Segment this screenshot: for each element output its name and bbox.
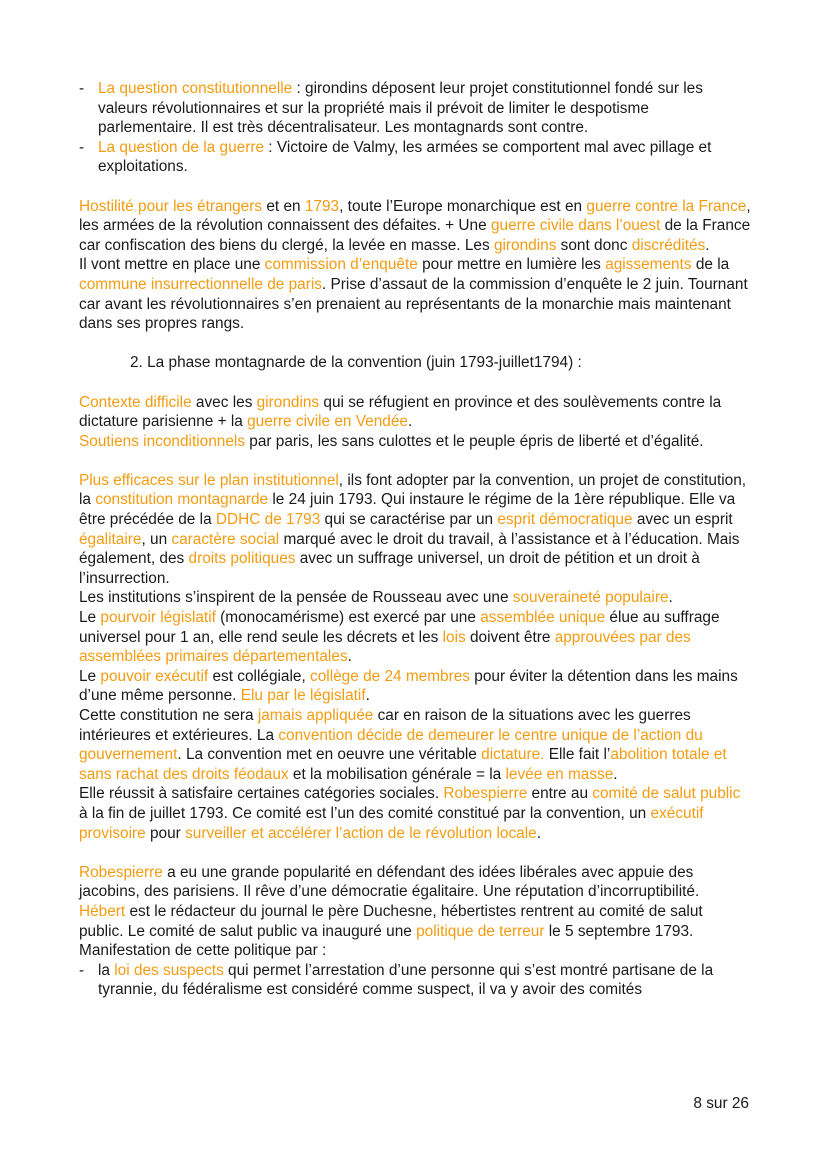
text-run: . La convention met en oeuvre une véritable — [177, 746, 482, 764]
text-run: le 5 septembre 1793. Manifestation de cette politique par : — [79, 922, 694, 960]
highlighted-text: levée en masse — [505, 765, 614, 783]
text-run: qui se caractérise par un — [320, 511, 498, 529]
text-run: sont donc — [556, 236, 632, 254]
highlighted-text: Hostilité pour les étrangers — [79, 197, 263, 215]
text-run: la — [98, 961, 115, 979]
text-run: (monocamérisme) est exercé par une — [215, 609, 481, 627]
text-run: de la France car confiscation des biens du clergé, la levée en masse. Les — [79, 217, 751, 254]
highlighted-text: comité de salut public — [592, 785, 741, 803]
paragraph-gap — [79, 451, 751, 471]
paragraph-gap — [79, 177, 751, 197]
text-run: a eu une grande popularité en défendant des idées libérales avec appuie des jacobins, des parisiens. Il rêve d’une démocratie égalitaire. Une réputation d’incorruptibilité. — [79, 863, 700, 901]
highlighted-text: Soutiens inconditionnels — [79, 432, 245, 450]
paragraph-gap — [79, 373, 751, 393]
text-run: Elle fait l’ — [544, 746, 611, 764]
paragraph — [79, 255, 751, 333]
paragraph — [79, 706, 751, 784]
highlighted-text: discrédités — [631, 236, 706, 254]
highlighted-text: caractère social — [171, 530, 280, 548]
text-run: par paris, les sans culottes et le peuple épris de liberté et d’égalité. — [245, 432, 704, 450]
text-run: et la mobilisation générale = la — [288, 765, 506, 783]
highlighted-text: pourvoir législatif — [100, 609, 216, 627]
highlighted-text: La question constitutionnelle — [98, 80, 293, 97]
bullet-item — [79, 961, 751, 1000]
text-run: . — [536, 824, 541, 842]
text-run: car en raison de la situations avec les guerres intérieures et extérieures. La — [79, 707, 691, 744]
text-run: qui se réfugient en province et des soulèvements contre la dictature parisienne + la — [79, 393, 722, 431]
bullet-dash-icon: - — [79, 138, 85, 156]
text-run: Il vont mettre en place une — [79, 256, 265, 274]
highlighted-text: exécutif provisoire — [79, 804, 704, 842]
paragraph — [79, 667, 751, 706]
paragraph — [79, 588, 751, 608]
highlighted-text: convention décide de demeurer le centre unique de l’action du gouvernement — [79, 726, 703, 764]
text-run: avec un suffrage universel, un droit de pétition et un droit à l’insurrection. — [79, 550, 700, 587]
highlighted-text: girondins — [493, 236, 557, 254]
bullet-dash-icon: - — [79, 80, 85, 97]
paragraph — [79, 471, 751, 589]
highlighted-text: politique de terreur — [416, 922, 545, 940]
text-run: , les armées de la révolution connaissent des défaites. + Une — [79, 197, 751, 235]
paragraph — [79, 197, 751, 256]
text-run: . — [613, 765, 618, 783]
paragraph — [79, 432, 751, 452]
text-run: est le rédacteur du journal le père Duchesne, hébertistes rentrent au comité de salut public. Le comité de salut public va inauguré une — [79, 902, 703, 940]
text-run: qui permet l’arrestation d’une personne qui s’est montré partisane de la tyrannie, du fédéralisme est considéré comme suspect, il va y avoir des comités — [98, 961, 714, 999]
text-run: Le — [79, 609, 101, 627]
highlighted-text: guerre civile en Vendée — [247, 413, 408, 431]
text-run: 2. La phase montagnarde de la convention (juin 1793-juillet1794) : — [130, 354, 582, 372]
highlighted-text: agissements — [605, 256, 692, 274]
text-run: avec un esprit — [632, 511, 733, 529]
text-run: pour mettre en lumière les — [417, 256, 606, 274]
paragraph — [79, 902, 751, 961]
paragraph — [79, 393, 751, 432]
highlighted-text: Robespierre — [79, 863, 163, 881]
page-number: 8 sur 26 — [693, 1095, 749, 1112]
text-run: . Prise d’assaut de la commission d’enquête le 2 juin. Tournant car avant les révolutionnaires s’en prenaient au représentants de la monarchie mais maintenant dans ses propres rangs. — [79, 275, 748, 333]
highlighted-text: commission d’enquête — [264, 256, 418, 274]
bullet-item — [79, 79, 751, 138]
paragraph-gap — [79, 334, 751, 354]
highlighted-text: girondins — [256, 393, 320, 411]
section-heading — [79, 353, 751, 373]
highlighted-text: collège de 24 membres — [310, 667, 470, 685]
text-run: Cette constitution ne sera — [79, 707, 258, 724]
bullet-item — [79, 138, 751, 177]
paragraph — [79, 608, 751, 667]
text-run: , ils font adopter par la convention, un projet de constitution, la — [79, 471, 747, 509]
highlighted-text: jamais appliquée — [257, 707, 374, 724]
highlighted-text: esprit démocratique — [497, 511, 633, 529]
text-run: . — [365, 687, 370, 705]
text-run: Le — [79, 667, 101, 685]
highlighted-text: Plus efficaces sur le plan institutionnel — [79, 471, 339, 489]
highlighted-text: La question de la guerre — [98, 138, 264, 156]
text-run: . — [705, 236, 710, 254]
highlighted-text: guerre contre la France — [586, 197, 747, 215]
highlighted-text: DDHC de 1793 — [215, 511, 321, 529]
text-run: le 24 juin 1793. Qui instaure le régime de la 1ère république. Elle va être précédée de la — [79, 491, 736, 529]
paragraph — [79, 863, 751, 902]
highlighted-text: approuvées par des assemblées primaires départementales — [79, 628, 691, 666]
highlighted-text: assemblée unique — [480, 609, 606, 627]
highlighted-text: pouvoir exécutif — [100, 667, 209, 685]
text-run: : girondins déposent leur projet constitutionnel fondé sur les valeurs révolutionnaires et sur la propriété mais il prévoit de limiter le despotisme parlementaire. Il est très décentralisateur. Les montagnards sont contre. — [98, 80, 703, 137]
text-run: , toute l’Europe monarchique est en — [339, 197, 587, 215]
text-run: . — [407, 413, 413, 431]
bullet-dash-icon: - — [79, 961, 85, 979]
paragraph-gap — [79, 843, 751, 863]
paragraph — [79, 784, 751, 843]
text-run: entre au — [527, 785, 593, 803]
text-run: : Victoire de Valmy, les armées se comportent mal avec pillage et exploitations. — [98, 138, 712, 176]
highlighted-text: droits politiques — [188, 550, 296, 568]
text-run: élue au suffrage universel pour 1 an, elle rend seule les décrets et les — [79, 609, 720, 646]
highlighted-text: constitution montagnarde — [95, 491, 269, 509]
text-run: , un — [141, 530, 172, 548]
highlighted-text: guerre civile dans l’ouest — [490, 217, 661, 235]
text-run: . — [347, 648, 352, 666]
highlighted-text: 1793 — [304, 197, 340, 215]
text-run: avec les — [191, 393, 257, 411]
text-run: doivent être — [465, 628, 555, 646]
highlighted-text: Contexte difficile — [79, 393, 192, 411]
page-content — [79, 79, 751, 1000]
highlighted-text: Hébert — [79, 902, 126, 920]
text-run: de la — [691, 256, 730, 274]
text-run: pour — [145, 824, 186, 842]
highlighted-text: Elu par le législatif — [240, 687, 366, 705]
highlighted-text: abolition totale et sans rachat des droits féodaux — [79, 746, 727, 783]
highlighted-text: commune insurrectionnelle de paris — [79, 275, 322, 293]
highlighted-text: dictature. — [481, 746, 545, 764]
highlighted-text: égalitaire — [79, 530, 142, 548]
text-run: Les institutions s’inspirent de la pensée de Rousseau avec une — [79, 589, 513, 607]
highlighted-text: lois — [442, 628, 466, 646]
text-run: marqué avec le droit du travail, à l’assistance et à l’éducation. Mais également, des — [79, 530, 740, 568]
highlighted-text: loi des suspects — [114, 961, 224, 979]
text-run: et en — [262, 197, 305, 215]
text-run: est collégiale, — [208, 667, 311, 685]
highlighted-text: Robespierre — [443, 785, 528, 803]
text-run: pour éviter la détention dans les mains d’une même personne. — [79, 667, 738, 705]
text-run: à la fin de juillet 1793. Ce comité est l’un des comité constitué par la convention, un — [79, 804, 651, 822]
highlighted-text: souveraineté populaire — [512, 589, 669, 607]
text-run: . — [668, 589, 673, 607]
text-run: Elle réussit à satisfaire certaines catégories sociales. — [79, 785, 444, 803]
highlighted-text: surveiller et accélérer l’action de le révolution locale — [185, 824, 537, 842]
